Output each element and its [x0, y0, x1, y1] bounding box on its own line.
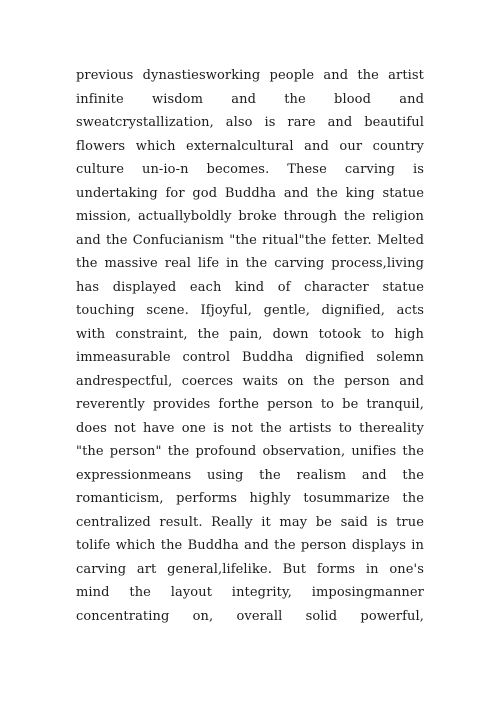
- text-line: has displayed each kind of character statue: [76, 279, 424, 295]
- text-line: culture un-io-n becomes. These carving is: [76, 162, 424, 177]
- text-line: romanticism, performs highly tosummarize the: [76, 491, 424, 506]
- text-line: reverently provides forthe person to be tranquil,: [76, 397, 424, 412]
- text-line: mission, actuallyboldly broke through the religion: [76, 209, 424, 224]
- text-line: "the person" the profound observation, unifies the: [76, 444, 424, 459]
- text-line: does not have one is not the artists to thereality: [76, 420, 424, 436]
- text-line: touching scene. Ifjoyful, gentle, dignified, acts: [76, 303, 424, 318]
- text-line: the massive real life in the carving process,living: [76, 256, 424, 271]
- text-line: previous dynastiesworking people and the artist: [76, 68, 424, 83]
- text-line: infinite wisdom and the blood and: [76, 91, 424, 107]
- text-line: tolife which the Buddha and the person displays in: [76, 538, 424, 553]
- text-line: flowers which externalcultural and our country: [76, 138, 424, 154]
- text-line: sweatcrystallization, also is rare and beautiful: [76, 115, 424, 130]
- text-line: with constraint, the pain, down totook to high: [76, 326, 424, 342]
- text-line: undertaking for god Buddha and the king statue: [76, 185, 424, 201]
- text-line: immeasurable control Buddha dignified solemn: [76, 350, 424, 365]
- text-line: mind the layout integrity, imposingmanner: [76, 585, 424, 600]
- text-line: carving art general,lifelike. But forms in one's: [76, 561, 424, 577]
- text-line: andrespectful, coerces waits on the person and: [76, 373, 424, 389]
- text-line: concentrating on, overall solid powerful,: [76, 608, 424, 624]
- text-line: centralized result. Really it may be said is true: [76, 514, 424, 530]
- text-line: and the Confucianism "the ritual"the fetter. Melted: [76, 232, 424, 248]
- body-text: [76, 64, 424, 628]
- text-line: expressionmeans using the realism and the: [76, 467, 424, 483]
